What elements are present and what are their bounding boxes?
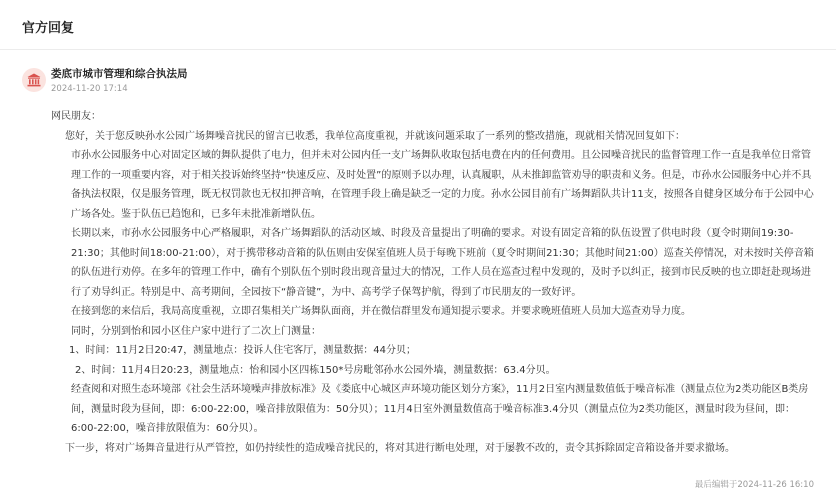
reply-paragraph: 下一步，将对广场舞音量进行从严管控，如仍持续性的造成噪音扰民的，将对其进行断电处理，对于屡教不改的，责令其拆除固定音箱设备并要求撤场。: [65, 442, 735, 454]
reply-paragraph: 您好，关于您反映孙水公园广场舞噪音扰民的留言已收悉，我单位高度重视，并就该问题采取了一系列的整改措施，现就相关情况回复如下：: [65, 130, 685, 142]
reply-paragraph: 同时，分别到怡和园小区住户家中进行了二次上门测量：: [71, 325, 321, 337]
reply-paragraph: 长期以来，市孙水公园服务中心严格履职，对各广场舞蹈队的活动区域、时段及音量提出了明确的要求。对设有固定音箱的队伍设置了供电时段（夏令时期间19:30-21:30；其他时间18:00-21:00），对于携带移动音箱的队伍则由安保室值班人员于每晚下班前（夏令时期间21:30；其他时间21:00）巡查关停情况，对未按时关停音箱的队伍进行劝停。在多年的管理工作中，确有个别队伍个别时段出现音量过大的情况，工作人员在巡查过程中发现的，及时予以纠正，接到市民反映的也立即赶赴现场进行了劝导纠正。特别是中、高考期间，全园按下“静音键”，为中、高考学子保驾护航，得到了市民朋友的一致好评。: [71, 228, 814, 298]
header-title: 官方回复: [22, 21, 75, 36]
reply-paragraph: 在接到您的来信后，我局高度重视，立即召集相关广场舞队面商，并在微信群里发布通知提示要求。并要求晚班值班人员加大巡查劝导力度。: [71, 306, 691, 317]
reply-paragraph: 市孙水公园服务中心对固定区域的舞队提供了电力，但并未对公园内任一支广场舞队收取包括电费在内的任何费用。且公园噪音扰民的监督管理工作一直是我单位日常管理工作的一项重要内容，对于相关投诉始终坚持“快速反应、及时处置”的原则予以办理，认真履职，从未推卸监管劝导的职责和义务。但是，市孙水公园服务中心并不具备执法权限，仅是服务管理，既无权罚款也无权扣押音响，在管理手段上确是缺乏一定的力度。孙水公园目前有广场舞蹈队共计11支，按照各自健身区域分布于公园中心广场各处。鉴于队伍已趋饱和，已多年未批准新增队伍。: [71, 150, 814, 220]
reply-date: 2024-11-20 17:14: [51, 84, 128, 94]
last-edited-label: 最后编辑于: [694, 480, 738, 490]
reply-paragraph: 经查阅和对照生态环境部《社会生活环境噪声排放标准》及《娄底中心城区声环境功能区划分方案》，11月2日室内测量数值低于噪音标准（测量点位为2类功能区B类房间，测量时段为昼间，即：6:00-22:00，噪音排放限值为：50分贝）；11月4日室外测量数值高于噪音标准3.4分贝（测量点位为2类功能区，测量时段为昼间，即：6:00-22:00，噪音排放限值为：60分贝）。: [71, 384, 809, 434]
last-edited: [695, 478, 814, 490]
reply-content: [51, 107, 819, 458]
org-name[interactable]: 娄底市城市管理和综合执法局: [51, 68, 188, 80]
reply-greeting: 网民朋友：: [51, 111, 101, 122]
last-edited-time: 2024-11-26 16:10: [737, 480, 814, 490]
government-building-icon: [22, 68, 46, 92]
page-header: [0, 0, 836, 50]
measurement-item: 2、时间：11月4日20:23，测量地点：怡和园小区四栋150*号房毗邻孙水公园外墙，测量数据：63.4分贝。: [75, 364, 556, 376]
measurement-item: 1、时间：11月2日20:47，测量地点：投诉人住宅客厅，测量数据：44分贝；: [69, 345, 416, 356]
